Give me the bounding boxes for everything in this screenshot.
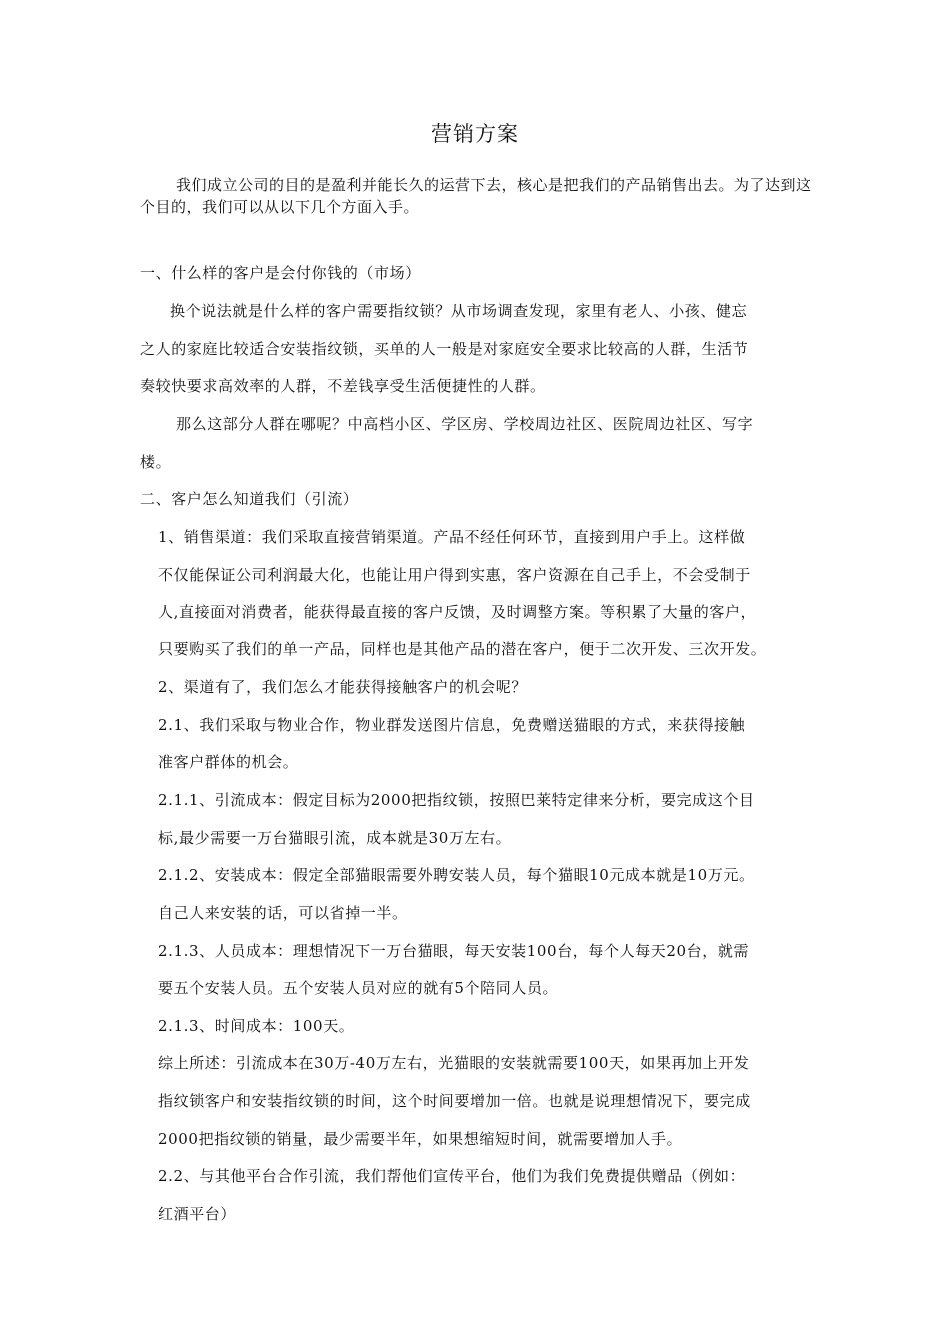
section-heading-traffic: 二、客户怎么知道我们（引流）	[140, 490, 359, 508]
paragraph-line: 1、销售渠道：我们采取直接营销渠道。产品不经任何环节，直接到用户手上。这样做	[158, 528, 746, 546]
paragraph-line: 只要购买了我们的单一产品，同样也是其他产品的潜在客户，便于二次开发、三次开发。	[158, 640, 767, 658]
paragraph-line: 不仅能保证公司利润最大化，也能让用户得到实惠，客户资源在自己手上，不会受制于	[158, 566, 751, 584]
paragraph-line: 红酒平台）	[158, 1205, 237, 1223]
paragraph-line: 综上所述：引流成本在30万-40万左右，光猫眼的安装就需要100天，如果再加上开发	[158, 1054, 750, 1072]
paragraph-line: 2.1.2、安装成本：假定全部猫眼需要外聘安装人员，每个猫眼10元成本就是10万元。	[158, 866, 755, 884]
paragraph-line: 2.1.3、人员成本：理想情况下一万台猫眼，每天安装100台，每个人每天20台，就需	[158, 942, 750, 960]
paragraph-line: 人,直接面对消费者，能获得最直接的客户反馈，及时调整方案。等积累了大量的客户，	[158, 603, 757, 621]
paragraph-line: 之人的家庭比较适合安装指纹锁，买单的人一般是对家庭安全要求比较高的人群，生活节	[140, 340, 749, 358]
paragraph-line: 换个说法就是什么样的客户需要指纹锁？从市场调查发现，家里有老人、小孩、健忘	[170, 302, 748, 320]
intro-paragraph: 我们成立公司的目的是盈利并能长久的运营下去，核心是把我们的产品销售出去。为了达到这个目的，我们可以从以下几个方面入手。	[140, 176, 812, 216]
paragraph-line: 2、渠道有了，我们怎么才能获得接触客户的机会呢？	[158, 678, 527, 696]
document-title: 营销方案	[431, 122, 519, 146]
paragraph-line: 2.2、与其他平台合作引流，我们帮他们宣传平台，他们为我们免费提供赠品（例如：	[158, 1167, 746, 1185]
paragraph-line: 2.1.3、时间成本：100天。	[158, 1017, 355, 1035]
paragraph-line: 准客户群体的机会。	[158, 753, 299, 771]
paragraph-line: 2.1、我们采取与物业合作，物业群发送图片信息，免费赠送猫眼的方式，来获得接触	[158, 716, 746, 734]
paragraph-line: 要五个安装人员。五个安装人员对应的就有5个陪同人员。	[158, 979, 559, 997]
paragraph-line: 指纹锁客户和安装指纹锁的时间，这个时间要增加一倍。也就是说理想情况下，要完成	[158, 1092, 751, 1110]
paragraph-line: 奏较快要求高效率的人群，不差钱享受生活便捷性的人群。	[140, 377, 546, 395]
paragraph-line: 标,最少需要一万台猫眼引流，成本就是30万左右。	[158, 829, 512, 847]
paragraph-line: 那么这部分人群在哪呢？中高档小区、学区房、学校周边社区、医院周边社区、写字	[176, 415, 754, 433]
paragraph-line: 2000把指纹锁的销量，最少需要半年，如果想缩短时间，就需要增加人手。	[158, 1130, 683, 1148]
section-heading-market: 一、什么样的客户是会付你钱的（市场）	[140, 264, 421, 282]
paragraph-line: 自己人来安装的话，可以省掉一半。	[158, 904, 408, 922]
paragraph-line: 2.1.1、引流成本：假定目标为2000把指纹锁，按照巴莱特定律来分析，要完成这个目	[158, 791, 755, 809]
paragraph-line: 楼。	[140, 453, 172, 471]
